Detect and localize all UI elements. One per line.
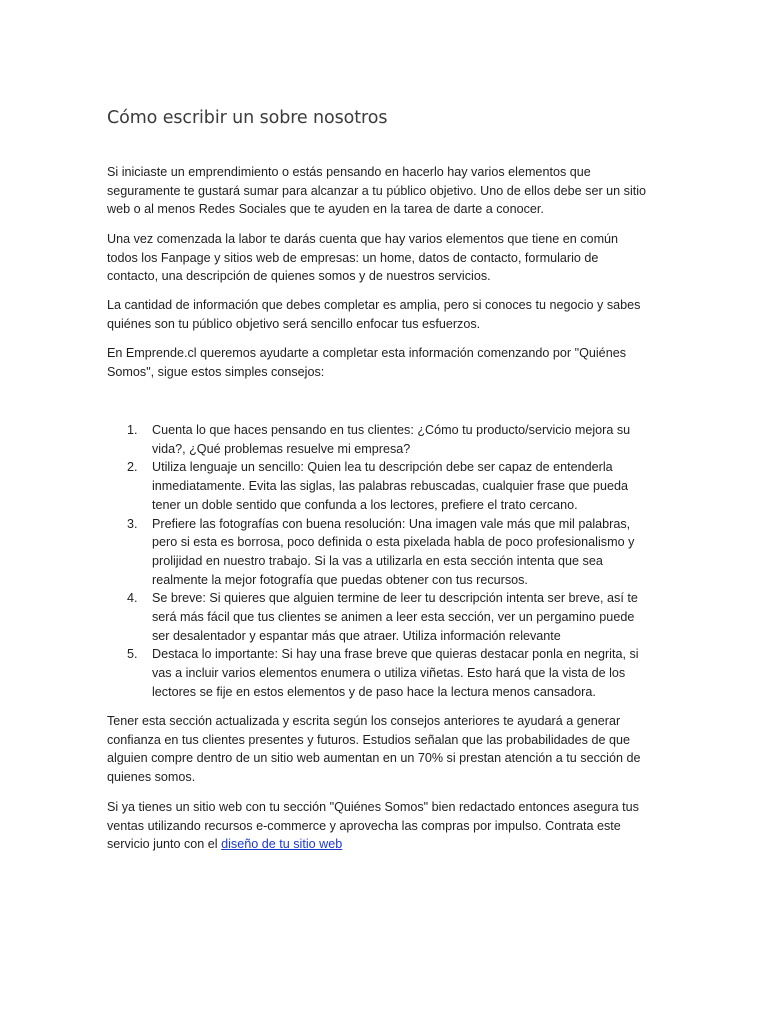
closing-paragraph: Tener esta sección actualizada y escrita según los consejos anteriores te ayudará a generar confianza en tus clientes presentes y futuros. Estudios señalan que las probabilidades de que alguien compre dentro de un sitio web aumentan en un 70% si prestan atención a tu sección de quienes somos. [107, 714, 641, 785]
list-item-number: 5. [127, 647, 138, 662]
list-item [107, 458, 647, 514]
intro-paragraph-3: La cantidad de información que debes completar es amplia, pero si conoces tu negocio y sabes quiénes son tu público objetivo será sencillo enfocar tus esfuerzos. [107, 298, 641, 331]
list-item [107, 645, 647, 701]
intro-paragraph-4: En Emprende.cl queremos ayudarte a completar esta información comenzando por "Quiénes Somos", sigue estos simples consejos: [107, 346, 626, 379]
list-item-number: 3. [127, 516, 138, 531]
tips-list [107, 421, 647, 702]
list-item-text: Destaca lo importante: Si hay una frase breve que quieras destacar ponla en negrita, si vas a incluir varios elementos enumera o utiliza viñetas. Esto hará que la vista de los lectores se fije en estos elementos y de paso hace la lectura menos cansadora. [152, 647, 639, 699]
document-title: Cómo escribir un sobre nosotros [107, 108, 388, 128]
list-item [107, 589, 647, 645]
list-item-text: Prefiere las fotografías con buena resolución: Una imagen vale más que mil palabras, pero si esta es borrosa, poco definida o esta pixelada habla de poco profesionalismo y prolijidad en nuestro trabajo. Si la vas a utilizarla en esta sección intenta que sea realmente la mejor fotografía que puedas obtener con tus recursos. [152, 516, 635, 587]
list-item-number: 1. [127, 423, 138, 437]
website-design-link[interactable]: diseño de tu sitio web [221, 837, 343, 852]
final-paragraph-text: Si ya tienes un sitio web con tu sección "Quiénes Somos" bien redactado entonces asegura tus ventas utilizando recursos e-commerce y aprovecha las compras por impulso. Contrata este servicio junto con el [107, 800, 639, 852]
intro-paragraph-1: Si iniciaste un emprendimiento o estás pensando en hacerlo hay varios elementos que seguramente te gustará sumar para alcanzar a tu público objetivo. Uno de ellos debe ser un sitio web o al menos Redes Sociales que te ayuden en la tarea de darte a conocer. [107, 165, 647, 217]
list-item-number: 4. [127, 591, 138, 606]
list-item-text: Utiliza lenguaje un sencillo: Quien lea tu descripción debe ser capaz de entenderla inmediatamente. Evita las siglas, las palabras rebuscadas, cualquier frase que pueda tener un doble sentido que confunda a los lectores, prefiere el trato cercano. [152, 460, 629, 512]
list-item-text: Se breve: Si quieres que alguien termine de leer tu descripción intenta ser breve, así te será más fácil que tus clientes se animen a leer esta sección, ver un pergamino puede ser desalentador y espantar más que atraer. Utiliza información relevante [152, 591, 638, 643]
final-paragraph [107, 798, 647, 854]
intro-paragraph-2: Una vez comenzada la labor te darás cuenta que hay varios elementos que tiene en común todos los Fanpage y sitios web de empresas: un home, datos de contacto, formulario de contacto, una descripción de quienes somos y de nuestros servicios. [107, 232, 619, 284]
list-item-number: 2. [127, 460, 138, 475]
list-item [107, 515, 647, 590]
list-item [107, 421, 647, 458]
list-item-text: Cuenta lo que haces pensando en tus clientes: ¿Cómo tu producto/servicio mejora su vida?, ¿Qué problemas resuelve mi empresa? [152, 423, 631, 456]
